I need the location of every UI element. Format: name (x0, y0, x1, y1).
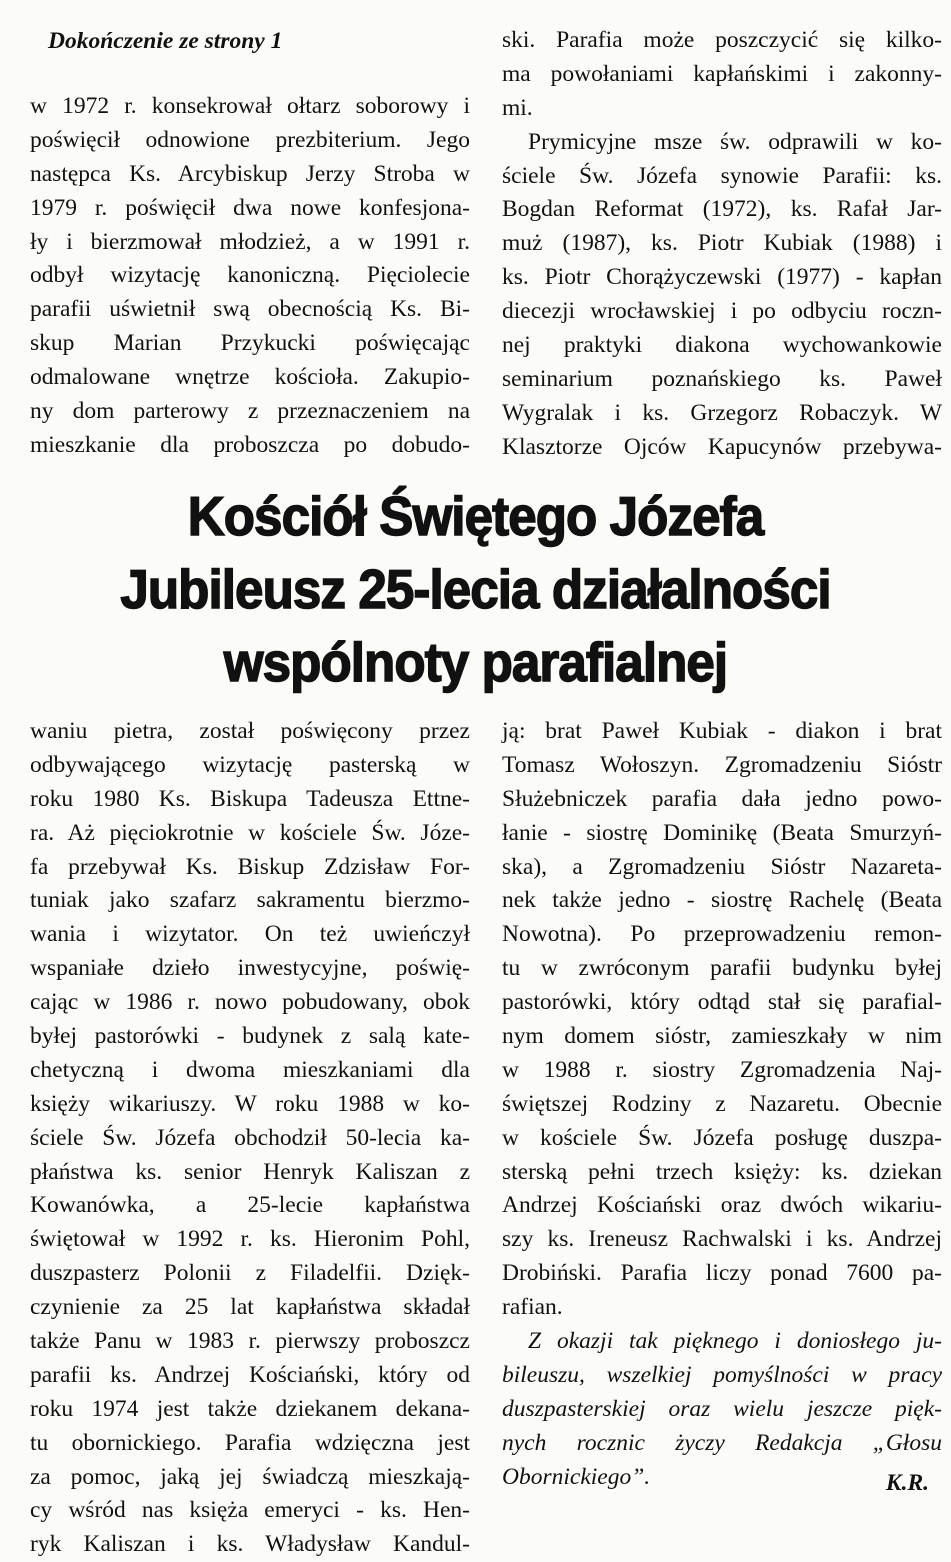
text-line: ny dom parterowy z przeznaczeniem na (30, 398, 470, 425)
headline-line: Jubileusz 25-lecia działalności (120, 558, 831, 620)
column-top-left (30, 24, 470, 463)
text-line: mi. (502, 94, 533, 121)
text-line: ściele Św. Józefa obchodził 50-lecia ka- (30, 1124, 470, 1151)
text-line: nek także jedno - siostrę Rachelę (Beata (502, 887, 942, 914)
text-line: świętował w 1992 r. ks. Hieronim Pohl, (30, 1226, 470, 1253)
text-line: księży wikariuszy. W roku 1988 w ko- (30, 1090, 470, 1117)
text-line: Bogdan Reformat (1972), ks. Rafał Jar- (502, 196, 942, 223)
text-line: byłej pastorówki - budynek z salą kate- (30, 1023, 470, 1050)
text-line: Wygralak i ks. Grzegorz Robaczyk. W (502, 399, 942, 426)
continuation-note: Dokończenie ze strony 1 (48, 28, 283, 54)
text-line: odbywającego wizytację pasterską w (30, 751, 470, 778)
text-line: płaństwa ks. senior Henryk Kaliszan z (30, 1158, 470, 1185)
text-line: seminarium poznańskiego ks. Paweł (502, 365, 942, 392)
text-line: także Panu w 1983 r. pierwszy proboszcz (30, 1328, 470, 1355)
text-line: świętszej Rodziny z Nazaretu. Obecnie (502, 1090, 942, 1117)
text-line: ły i bierzmował młodzież, a w 1991 r. (30, 228, 470, 255)
text-line: nej praktyki diakona wychowankowie (502, 332, 942, 359)
text-line: nych rocznic życzy Redakcja „Głosu (502, 1429, 942, 1456)
text-line: cy wśród nas księża emeryci - ks. Hen- (30, 1497, 470, 1524)
column-bottom-right (502, 715, 942, 1494)
text-line: czynienie za 25 lat kapłaństwa składał (30, 1294, 470, 1321)
headline-line: Kościół Świętego Józefa (187, 485, 764, 547)
text-line: nym domem sióstr, zamieszkały w nim (502, 1023, 942, 1050)
column-bottom-left (30, 715, 470, 1562)
text-line: rafian. (502, 1294, 563, 1321)
text-line: parafii ks. Andrzej Kościański, który od (30, 1361, 470, 1388)
text-line: Tomasz Wołoszyn. Zgromadzeniu Sióstr (502, 751, 942, 778)
text-line: w 1972 r. konsekrował ołtarz soborowy i (30, 93, 470, 119)
text-line: roku 1974 jest także dziekanem dekana- (30, 1395, 470, 1422)
text-line: za pomoc, jaką jej świadczą mieszkają- (30, 1463, 470, 1490)
closing-wishes (502, 1325, 942, 1494)
text-line: wania i wizytator. On też uwieńczył (30, 921, 470, 948)
text-line: ska), a Zgromadzeniu Sióstr Nazareta- (502, 853, 942, 880)
text-line: Z okazji tak pięknego i doniosłego ju- (528, 1328, 942, 1355)
text-line: mieszkanie dla proboszcza po dobudo- (30, 431, 470, 458)
text-line: bileuszu, wszelkiej pomyślności w pracy (502, 1361, 942, 1388)
text-line: szy ks. Ireneusz Rachwalski i ks. Andrzej (502, 1226, 942, 1253)
text-line: parafii uświetnił swą obecnością Ks. Bi- (30, 296, 470, 323)
text-line: Obornickiego”. (502, 1463, 651, 1490)
text-line: odmalowane wnętrze kościoła. Zakupio- (30, 364, 470, 391)
text-line: waniu pietra, został poświęcony przez (30, 718, 470, 744)
text-line: muż (1987), ks. Piotr Kubiak (1988) i (502, 230, 942, 257)
text-line: ją: brat Paweł Kubiak - diakon i brat (502, 718, 942, 744)
text-line: duszpasterz Polonii z Filadelfii. Dzięk- (30, 1260, 470, 1287)
text-line: cając w 1986 r. nowo pobudowany, obok (30, 989, 470, 1016)
author-signature: K.R. (885, 1470, 929, 1496)
text-line: diecezji wrocławskiej i po odbyciu roczn- (502, 298, 942, 325)
paragraph (502, 24, 942, 126)
paragraph (502, 715, 942, 1325)
text-line: Kowanówka, a 25-lecie kapłaństwa (30, 1192, 470, 1219)
headline-line: wspólnoty parafialnej (223, 631, 728, 693)
text-line: Nowotna). Po przeprowadzeniu remon- (502, 921, 942, 948)
column-top-right (502, 24, 942, 465)
text-line: ma powołaniami kapłańskimi i zakonny- (502, 60, 942, 87)
text-line: tu w zwróconym parafii budynku byłej (502, 955, 942, 982)
paragraph (30, 715, 470, 1562)
text-line: roku 1980 Ks. Biskupa Tadeusza Ettne- (30, 785, 470, 812)
text-line: wspaniałe dzieło inwestycyjne, poświę- (30, 955, 470, 982)
text-line: duszpasterskiej oraz wielu jeszcze pięk- (502, 1395, 942, 1422)
text-line: pastorówki, który odtąd stał się parafial- (502, 989, 942, 1016)
text-line: w kościele Św. Józefa posługę duszpa- (502, 1124, 942, 1151)
text-line: fa przebywał Ks. Biskup Zdzisław For- (30, 853, 470, 880)
text-line: w 1988 r. siostry Zgromadzenia Naj- (502, 1056, 942, 1083)
text-line: tu obornickiego. Parafia wdzięczna jest (30, 1429, 470, 1456)
text-line: następca Ks. Arcybiskup Jerzy Stroba w (30, 160, 470, 187)
text-line: skup Marian Przykucki poświęcając (30, 330, 470, 357)
text-line: chetyczną i dwoma mieszkaniami dla (30, 1056, 470, 1083)
text-line: Prymicyjne msze św. odprawili w ko- (528, 128, 942, 155)
text-line: ra. Aż pięciokrotnie w kościele Św. Józe- (30, 819, 470, 846)
text-line: tuniak jako szafarz sakramentu bierzmo- (30, 887, 470, 914)
text-line: sterską pełni trzech księży: ks. dziekan (502, 1158, 942, 1185)
headline (0, 480, 951, 699)
paragraph (30, 90, 470, 463)
text-line: Andrzej Kościański oraz dwóch wikariu- (502, 1192, 942, 1219)
paragraph (502, 126, 942, 465)
text-line: ks. Piotr Chorążyczewski (1977) - kapłan (502, 264, 942, 291)
text-line: ściele Św. Józefa synowie Parafii: ks. (502, 162, 942, 189)
text-line: łanie - siostrę Dominikę (Beata Smurzyń- (502, 819, 942, 846)
text-line: Klasztorze Ojców Kapucynów przebywa- (502, 433, 942, 460)
text-line: ski. Parafia może poszczycić się kilko- (502, 27, 942, 53)
text-line: poświęcił odnowione prezbiterium. Jego (30, 126, 470, 153)
text-line: Drobiński. Parafia liczy ponad 7600 pa- (502, 1260, 942, 1287)
text-line: ryk Kaliszan i ks. Władysław Kandul- (30, 1531, 470, 1558)
text-line: Służebniczek parafia dała jedno powo- (502, 785, 942, 812)
text-line: 1979 r. poświęcił dwa nowe konfesjona- (30, 194, 470, 221)
text-line: odbył wizytację kanoniczną. Pięciolecie (30, 262, 470, 289)
